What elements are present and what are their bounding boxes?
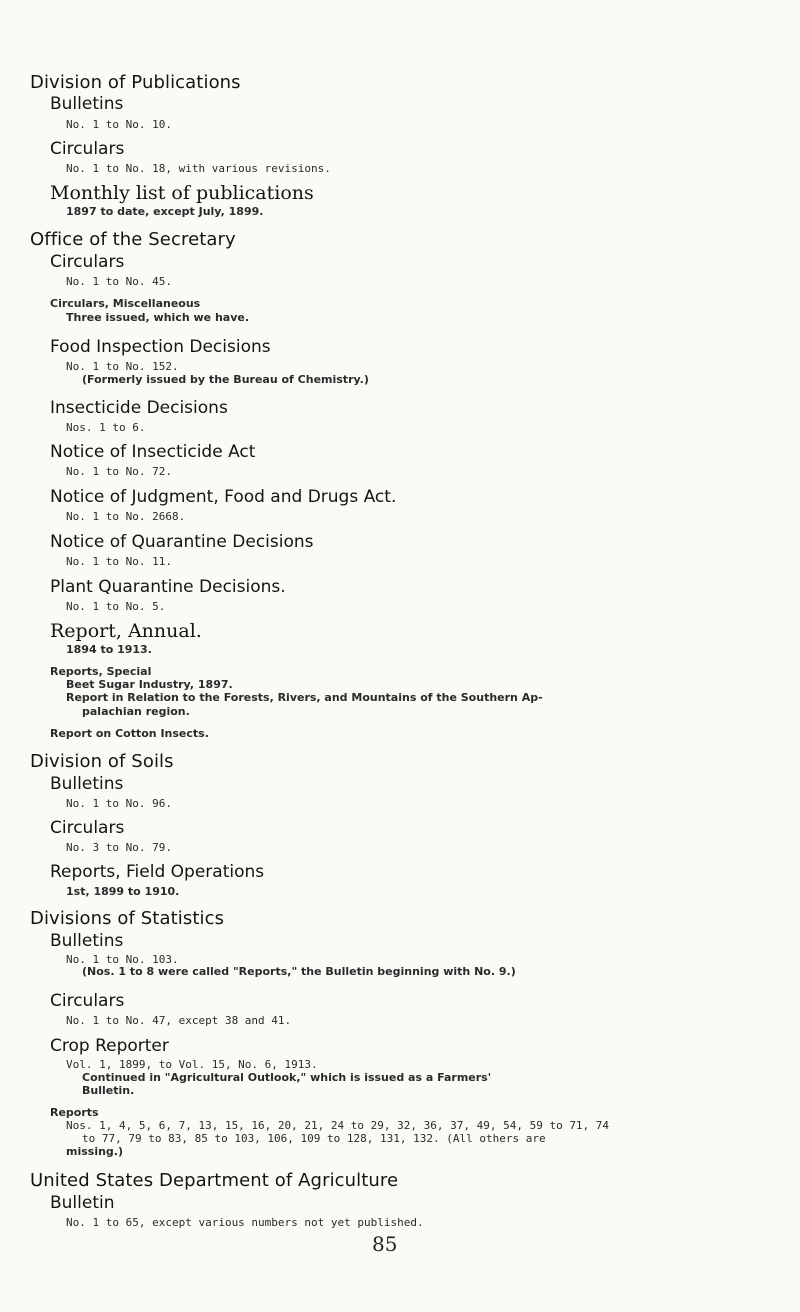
entry-range: No. 1 to 65, except various numbers not yet published. (66, 1216, 424, 1229)
subheading-reports: Reports (50, 1106, 99, 1119)
subheading-bulletins: Bulletins (50, 931, 124, 951)
subheading-monthly-list: Monthly list of publications (50, 182, 314, 204)
entry-range: 1897 to date, except July, 1899. (66, 205, 264, 218)
entry-range: 1894 to 1913. (66, 643, 152, 656)
entry-range: No. 1 to No. 18, with various revisions. (66, 162, 331, 175)
subheading-food-inspection: Food Inspection Decisions (50, 337, 271, 357)
subheading-report-annual: Report, Annual. (50, 620, 202, 642)
section-heading-publications: Division of Publications (30, 72, 241, 93)
subheading-field-operations: Reports, Field Operations (50, 862, 265, 882)
entry-range: No. 1 to No. 5. (66, 600, 166, 613)
subheading-circulars: Circulars (50, 991, 125, 1011)
entry-range: No. 1 to No. 103. (66, 953, 179, 966)
subheading-reports-special: Reports, Special (50, 665, 152, 678)
entry-note: (Nos. 1 to 8 were called "Reports," the Bulletin beginning with No. 9.) (82, 965, 516, 978)
entry-range: No. 1 to No. 11. (66, 555, 172, 568)
section-heading-secretary: Office of the Secretary (30, 229, 236, 250)
section-heading-usda: United States Department of Agriculture (30, 1170, 399, 1191)
entry-range: No. 1 to No. 10. (66, 118, 172, 131)
entry-range: No. 3 to No. 79. (66, 841, 172, 854)
section-heading-statistics: Divisions of Statistics (30, 908, 225, 929)
entry-list-cont: to 77, 79 to 83, 85 to 103, 106, 109 to 128, 131, 132. (All others are (82, 1132, 546, 1145)
entry-range: No. 1 to No. 72. (66, 465, 172, 478)
subheading-plant-quarantine: Plant Quarantine Decisions. (50, 577, 286, 597)
entry-range: No. 1 to No. 47, except 38 and 41. (66, 1014, 292, 1027)
entry-range: Vol. 1, 1899, to Vol. 15, No. 6, 1913. (66, 1058, 318, 1071)
entry-range: No. 1 to No. 2668. (66, 510, 186, 523)
subheading-circulars: Circulars (50, 139, 125, 159)
entry-range: No. 1 to No. 152. (66, 360, 179, 373)
entry-range: 1st, 1899 to 1910. (66, 885, 180, 898)
subheading-bulletins: Bulletins (50, 94, 124, 114)
entry-note: Three issued, which we have. (66, 311, 250, 324)
entry-range: No. 1 to No. 96. (66, 797, 172, 810)
subheading-quarantine-decisions: Notice of Quarantine Decisions (50, 532, 314, 552)
subheading-insecticide-decisions: Insecticide Decisions (50, 398, 228, 418)
entry-note-cont: Bulletin. (82, 1084, 135, 1097)
entry-title: Report in Relation to the Forests, Rivers, and Mountains of the Southern Ap- (66, 691, 543, 704)
entry-title: Report on Cotton Insects. (50, 727, 209, 740)
subheading-crop-reporter: Crop Reporter (50, 1036, 169, 1056)
subheading-notice-judgment: Notice of Judgment, Food and Drugs Act. (50, 487, 397, 507)
subheading-bulletin: Bulletin (50, 1193, 115, 1213)
section-heading-soils: Division of Soils (30, 751, 174, 772)
entry-list: Nos. 1, 4, 5, 6, 7, 13, 15, 16, 20, 21, 24 to 29, 32, 36, 37, 49, 54, 59 to 71, 74 (66, 1119, 610, 1132)
subheading-insecticide-act: Notice of Insecticide Act (50, 442, 256, 462)
subheading-bulletins: Bulletins (50, 774, 124, 794)
subheading-circulars-misc: Circulars, Miscellaneous (50, 297, 201, 310)
entry-range: No. 1 to No. 45. (66, 275, 172, 288)
entry-range: Nos. 1 to 6. (66, 421, 146, 434)
entry-note: (Formerly issued by the Bureau of Chemistry.) (82, 373, 369, 386)
entry-title-cont: palachian region. (82, 705, 190, 718)
subheading-circulars: Circulars (50, 818, 125, 838)
entry-list-cont: missing.) (66, 1145, 124, 1158)
entry-title: Beet Sugar Industry, 1897. (66, 678, 233, 691)
subheading-circulars: Circulars (50, 252, 125, 272)
page-number: 85 (372, 1232, 398, 1256)
entry-note: Continued in "Agricultural Outlook," which is issued as a Farmers' (82, 1071, 492, 1084)
